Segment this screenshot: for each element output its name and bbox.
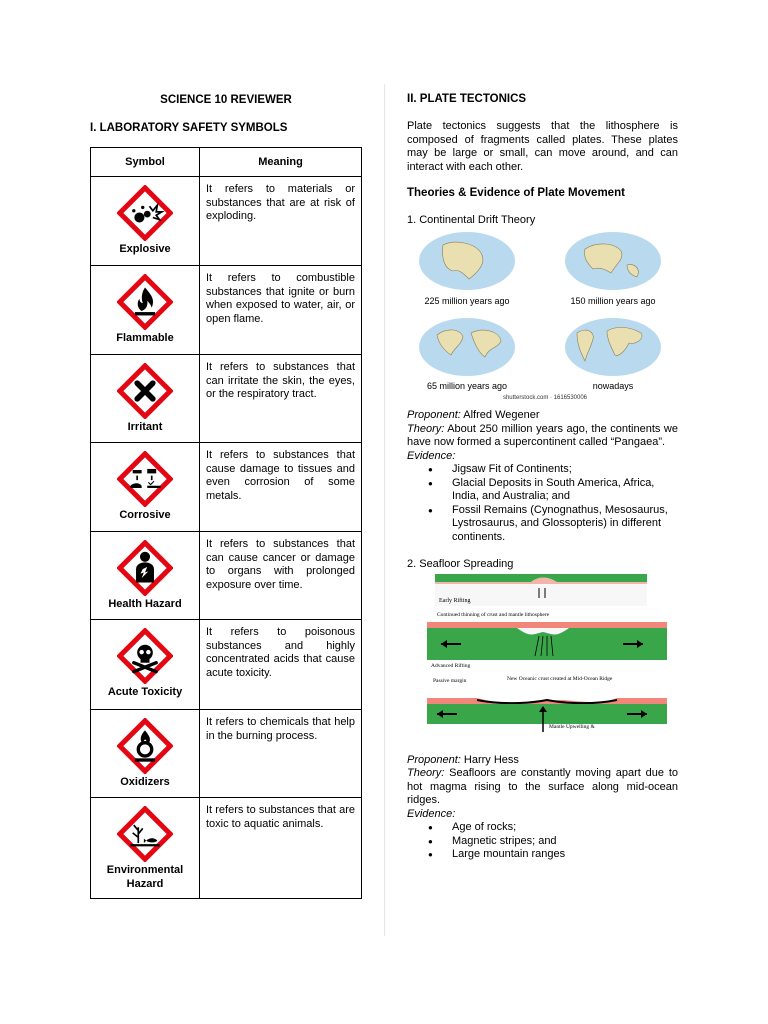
- map-150: [565, 232, 661, 290]
- list-item: ● Magnetic stripes; and: [452, 835, 678, 849]
- theory-2-title: 2. Seafloor Spreading: [407, 558, 514, 570]
- flammable-icon: [117, 274, 173, 330]
- new-crust-label: New Oceanic crust created at Mid-Ocean Ridge: [507, 675, 613, 682]
- list-item: ● Large mountain ranges: [452, 848, 678, 862]
- column-header-meaning: Meaning: [200, 148, 362, 177]
- column-header-symbol: Symbol: [91, 148, 200, 177]
- table-row: [91, 443, 362, 532]
- theory-1-proponent: Proponent: Alfred Wegener: [407, 409, 540, 421]
- symbol-label: Corrosive: [119, 509, 171, 521]
- document-title: SCIENCE 10 REVIEWER: [160, 94, 292, 106]
- intro-paragraph: Plate tectonics suggests that the lithosphere is composed of fragments called plates. These plates may be large or small, can move around, and can interact with each other.: [407, 120, 678, 173]
- oxidizer-icon: [117, 718, 173, 774]
- meaning-cell: It refers to substances that can cause cancer or damage to organs with prolonged exposure over time.: [200, 532, 362, 620]
- environment-icon: [117, 806, 173, 862]
- map-label: 150 million years ago: [570, 296, 656, 306]
- symbol-label: Irritant: [127, 421, 163, 433]
- section-2-heading: II. PLATE TECTONICS: [407, 93, 527, 105]
- left-column: [90, 93, 362, 899]
- theory-2-evidence-label: Evidence:: [407, 807, 456, 820]
- irritant-icon: [117, 363, 173, 419]
- list-item: ● Jigsaw Fit of Continents;: [452, 463, 678, 477]
- symbol-label: Oxidizers: [120, 776, 170, 788]
- map-225: [419, 232, 515, 290]
- table-row: [91, 532, 362, 620]
- column-divider: [384, 84, 385, 936]
- map-label: nowadays: [592, 381, 634, 391]
- table-row: [91, 710, 362, 798]
- map-label: 65 million years ago: [426, 381, 508, 391]
- health-hazard-icon: [117, 540, 173, 596]
- right-column: [407, 93, 678, 862]
- meaning-cell: It refers to chemicals that help in the burning process.: [200, 710, 362, 798]
- meaning-cell: It refers to substances that are toxic to aquatic animals.: [200, 798, 362, 899]
- theory-1-evidence-list: [407, 463, 678, 544]
- table-row: [91, 177, 362, 266]
- meaning-cell: It refers to substances that can irritate the skin, the eyes, or the respiratory tract.: [200, 355, 362, 443]
- symbol-label: Health Hazard: [108, 598, 182, 610]
- meaning-cell: It refers to combustible substances that ignite or burn when exposed to water, air, or open flame.: [200, 266, 362, 355]
- meaning-cell: It refers to substances that cause damage to tissues and even corrosion of some metals.: [200, 443, 362, 532]
- map-label: 225 million years ago: [424, 296, 510, 306]
- continental-drift-figure: [415, 229, 675, 401]
- theory-2-theory: Theory: Seafloors are constantly moving apart due to hot magma rising to the surface along mid-ocean ridges.: [407, 767, 678, 806]
- corrosive-icon: [117, 451, 173, 507]
- list-item: ● Glacial Deposits in South America, Africa, India, and Australia; and: [452, 477, 678, 504]
- skull-icon: [117, 628, 173, 684]
- symbol-label: Acute Toxicity: [107, 686, 183, 698]
- passive-margin-label: Passive margin: [433, 677, 467, 684]
- theory-1-theory: Theory: About 250 million years ago, the continents we have now formed a supercontinent called “Pangaea”.: [407, 422, 678, 448]
- symbol-label: Flammable: [116, 332, 174, 344]
- early-rifting-panel: [435, 574, 647, 618]
- table-row: [91, 266, 362, 355]
- image-credit: shutterstock.com · 1616530006: [502, 395, 588, 401]
- continued-thinning-label: Continued thinning of crust and mantle lithosphere: [437, 611, 550, 618]
- early-rifting-label: Early Rifting: [439, 597, 471, 604]
- meaning-cell: It refers to poisonous substances and highly concentrated acids that cause acute toxicity.: [200, 620, 362, 710]
- table-row: [91, 355, 362, 443]
- table-row: [91, 620, 362, 710]
- meaning-cell: It refers to materials or substances that are at risk of exploding.: [200, 177, 362, 266]
- theories-subheading: Theories & Evidence of Plate Movement: [407, 187, 625, 199]
- list-item: ● Age of rocks;: [452, 821, 678, 835]
- section-1-heading: I. LABORATORY SAFETY SYMBOLS: [90, 122, 288, 134]
- symbol-label: Environmental Hazard: [106, 864, 184, 890]
- symbol-label: Explosive: [119, 243, 171, 255]
- mantle-upwelling-label: Mantle Upwelling &: [549, 723, 595, 730]
- theory-1-title: 1. Continental Drift Theory: [407, 213, 536, 226]
- explosive-icon: [117, 185, 173, 241]
- map-nowadays: [565, 318, 661, 376]
- theory-2-proponent: Proponent: Harry Hess: [407, 753, 519, 766]
- map-65: [419, 318, 515, 376]
- safety-symbols-table: [90, 147, 362, 899]
- mid-ocean-ridge-panel: [427, 676, 667, 732]
- advanced-rifting-panel: [427, 622, 667, 669]
- table-header-row: [91, 148, 362, 177]
- list-item: ● Fossil Remains (Cynognathus, Mesosaurus, Lystrosaurus, and Glossopteris) in different continents.: [452, 504, 678, 545]
- theory-2-evidence-list: [407, 821, 678, 862]
- advanced-rifting-label: Advanced Rifting: [431, 662, 471, 669]
- seafloor-spreading-figure: [427, 574, 687, 734]
- table-row: [91, 798, 362, 899]
- theory-1-evidence-label: Evidence:: [407, 449, 456, 462]
